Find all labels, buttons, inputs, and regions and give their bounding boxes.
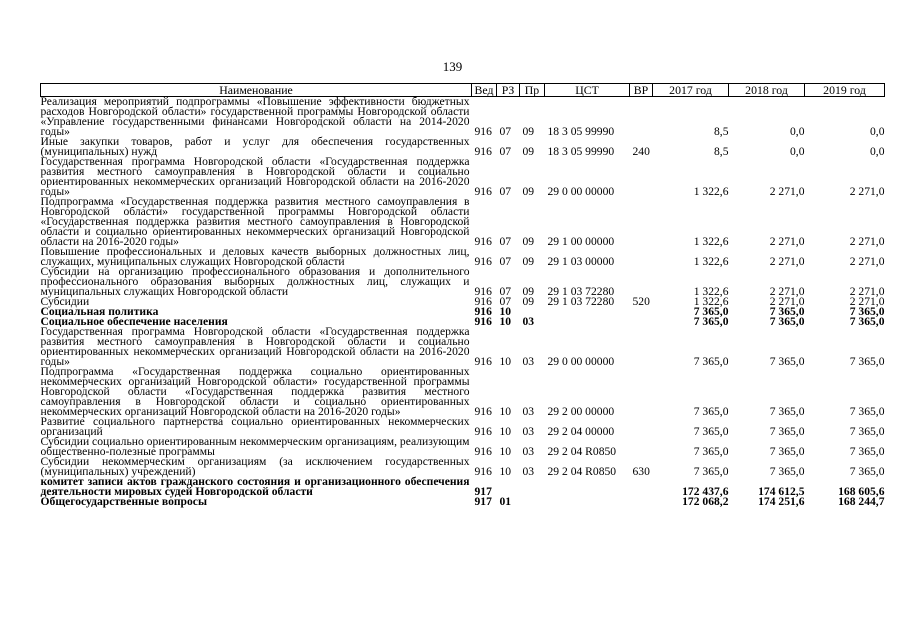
table-row [41,327,885,367]
row-2017: 172 437,6 [682,485,729,498]
row-2019: 7 365,0 [849,465,885,478]
row-2017: 1 322,6 [693,185,729,198]
row-rz: 10 [499,425,512,438]
row-name: комитет записи актов гражданского состояния и организационного обеспечения деятельности мировых судей Новгородской области [40,475,470,498]
row-cst [545,477,630,497]
row-pr: 09 [522,145,535,158]
row-2018: 2 271,0 [769,255,805,268]
row-2018: 7 365,0 [769,465,805,478]
row-vr: 520 [632,295,650,308]
row-rz: 10 [499,305,512,318]
row-2018: 174 251,6 [758,495,805,508]
row-pr: 09 [522,255,535,268]
row-2017: 1 322,6 [693,255,729,268]
row-cst: 18 3 05 99990 [547,145,615,158]
row-ved: 916 [474,305,492,318]
row-rz: 07 [499,285,512,298]
row-cst: 29 1 03 00000 [547,255,615,268]
table-row [41,137,885,157]
row-pr: 09 [522,235,535,248]
table-row [41,497,885,507]
table-row [41,157,885,197]
row-vr [630,197,653,247]
row-ved: 916 [474,355,492,368]
row-cst: 29 2 04 R0850 [547,465,617,478]
row-name: Общегосударственные вопросы [40,495,207,508]
row-rz: 10 [499,465,512,478]
row-2017: 7 365,0 [693,445,729,458]
table-row [41,437,885,457]
row-2019: 7 365,0 [849,305,885,318]
table-row [41,97,885,138]
row-2017: 7 365,0 [693,465,729,478]
row-2018: 7 365,0 [769,305,805,318]
header-cst: ЦСТ [545,84,630,97]
row-cst [545,317,630,327]
row-2018: 0,0 [790,145,805,158]
row-ved: 916 [474,145,492,158]
row-pr: 03 [522,465,535,478]
row-2018: 2 271,0 [769,235,805,248]
header-ved: Вед [472,84,497,97]
header-2018: 2018 год [729,84,805,97]
row-vr [630,497,653,507]
row-2017: 172 068,2 [682,495,729,508]
row-pr: 03 [522,355,535,368]
row-2019: 7 365,0 [849,405,885,418]
row-pr: 03 [522,315,535,328]
table-row [41,367,885,417]
row-2019: 2 271,0 [849,255,885,268]
row-vr [630,477,653,497]
row-2017: 7 365,0 [693,305,729,318]
row-2018: 2 271,0 [769,285,805,298]
row-cst: 29 2 00 00000 [547,405,615,418]
row-name: Иные закупки товаров, работ и услуг для обеспечения государственных (муниципальных) нужд [40,135,470,158]
row-ved: 916 [474,445,492,458]
row-2019: 7 365,0 [849,315,885,328]
row-pr [520,497,545,507]
row-name: Подпрограмма «Государственная поддержка развития местного самоуправления в Новгородской области» государственной программы Новгородской области «Государственная поддержка развития местного самоуправления в Новгородской области и социально ориентированных некоммерческих организаций Новгородской области на 2016-2020 годы» [40,195,470,248]
row-name: Субсидии социально ориентированным некоммерческим организациям, реализующим общественно-полезные программы [40,435,470,458]
row-name: Субсидии на организацию профессионального образования и дополнительного профессионального образования выборных должностных лиц, служащих и муниципальных служащих Новгородской области [40,265,470,298]
row-vr [630,97,653,138]
table-row [41,477,885,497]
row-2019: 7 365,0 [849,425,885,438]
row-ved: 916 [474,285,492,298]
row-name: Субсидии [40,295,90,308]
row-vr [630,417,653,437]
row-cst: 29 2 04 00000 [547,425,615,438]
row-cst [545,307,630,317]
row-ved: 916 [474,405,492,418]
row-ved: 916 [474,125,492,138]
row-pr: 09 [522,285,535,298]
row-pr: 09 [522,185,535,198]
header-2017: 2017 год [653,84,729,97]
table-row [41,267,885,297]
table-row [41,247,885,267]
row-2019: 168 244,7 [838,495,885,508]
header-vr: ВР [630,84,653,97]
row-pr: 03 [522,445,535,458]
row-pr: 09 [522,295,535,308]
row-2017: 8,5 [714,145,729,158]
row-vr [630,317,653,327]
header-name: Наименование [41,84,472,97]
row-pr [520,477,545,497]
row-2017: 7 365,0 [693,425,729,438]
row-2018: 174 612,5 [758,485,805,498]
row-ved: 916 [474,235,492,248]
row-2019: 2 271,0 [849,295,885,308]
row-rz: 10 [499,405,512,418]
row-ved: 916 [474,465,492,478]
row-2019: 0,0 [870,125,885,138]
row-2017: 7 365,0 [693,315,729,328]
row-rz: 07 [499,235,512,248]
row-vr [630,307,653,317]
row-ved: 916 [474,425,492,438]
row-2019: 168 605,6 [838,485,885,498]
page-number: 139 [442,59,463,74]
row-cst: 29 1 00 00000 [547,235,615,248]
row-2018: 2 271,0 [769,295,805,308]
row-cst [545,497,630,507]
row-2018: 7 365,0 [769,355,805,368]
row-cst: 29 1 03 72280 [547,295,615,308]
row-cst: 29 0 00 00000 [547,185,615,198]
row-rz: 10 [499,315,512,328]
table-row [41,197,885,247]
header-pr: Пр [520,84,545,97]
row-rz: 07 [499,255,512,268]
row-name: Реализация мероприятий подпрограммы «Повышение эффективности бюджетных расходов Новгородской области» государственной программы Новгородской области «Управление государственными финансами Новгородской области на 2014-2020 годы» [40,95,470,138]
row-2018: 2 271,0 [769,185,805,198]
row-ved: 917 [474,485,492,498]
table-row [41,457,885,477]
row-cst: 29 0 00 00000 [547,355,615,368]
row-vr [630,267,653,297]
header-2019: 2019 год [805,84,885,97]
row-2019: 2 271,0 [849,235,885,248]
row-vr [630,367,653,417]
row-rz: 01 [499,495,512,508]
row-vr [630,247,653,267]
row-2018: 0,0 [790,125,805,138]
row-cst: 29 2 04 R0850 [547,445,617,458]
row-rz: 07 [499,185,512,198]
row-ved: 917 [474,495,492,508]
row-rz: 07 [499,125,512,138]
row-2017: 7 365,0 [693,405,729,418]
row-ved: 916 [474,315,492,328]
row-vr: 630 [632,465,650,478]
row-ved: 916 [474,255,492,268]
row-name: Социальная политика [40,305,159,318]
row-name: Государственная программа Новгородской области «Государственная поддержка развития местного самоуправления в Новгородской области и социально ориентированных некоммерческих организаций Новгородской области на 2016-2020 годы» [40,325,470,368]
row-pr: 03 [522,425,535,438]
row-name: Субсидии некоммерческим организациям (за исключением государственных (муниципальных) учреждений) [40,455,470,478]
row-name: Развитие социального партнерства социально ориентированных некоммерческих организаций [40,415,470,438]
row-name: Подпрограмма «Государственная поддержка социально ориентированных некоммерческих организаций Новгородской области» государственной программы Новгородской области «Государственная поддержка развития местного самоуправления в Новгородской области и социально ориентированных некоммерческих организаций Новгородской области на 2016-2020 годы» [40,365,470,418]
budget-table [40,83,885,507]
row-2018: 7 365,0 [769,405,805,418]
row-2018: 7 365,0 [769,445,805,458]
row-2018: 7 365,0 [769,315,805,328]
row-vr [630,157,653,197]
row-pr: 03 [522,405,535,418]
row-rz: 07 [499,145,512,158]
row-name: Повышение профессиональных и деловых качеств выборных должностных лиц, служащих, муниципальных служащих Новгородской области [40,245,470,268]
row-ved: 916 [474,185,492,198]
row-vr [630,327,653,367]
row-rz [497,477,520,497]
row-rz: 07 [499,295,512,308]
row-name: Государственная программа Новгородской области «Государственная поддержка развития местного самоуправления в Новгородской области и социально ориентированных некоммерческих организаций Новгородской области на 2016-2020 годы» [40,155,470,198]
row-2017: 1 322,6 [693,295,729,308]
row-vr [630,437,653,457]
row-ved: 916 [474,295,492,308]
table-row [41,417,885,437]
row-2018: 7 365,0 [769,425,805,438]
row-2019: 2 271,0 [849,185,885,198]
row-2019: 7 365,0 [849,355,885,368]
header-rz: РЗ [497,84,520,97]
row-vr: 240 [632,145,650,158]
row-rz: 10 [499,355,512,368]
row-name: Социальное обеспечение населения [40,315,228,328]
row-cst: 29 1 03 72280 [547,285,615,298]
row-2017: 7 365,0 [693,355,729,368]
row-2019: 2 271,0 [849,285,885,298]
row-2019: 0,0 [870,145,885,158]
row-2017: 1 322,6 [693,285,729,298]
table-row [41,297,885,307]
row-2019: 7 365,0 [849,445,885,458]
row-pr: 09 [522,125,535,138]
row-2017: 1 322,6 [693,235,729,248]
row-rz: 10 [499,445,512,458]
row-cst: 18 3 05 99990 [547,125,615,138]
row-2017: 8,5 [714,125,729,138]
